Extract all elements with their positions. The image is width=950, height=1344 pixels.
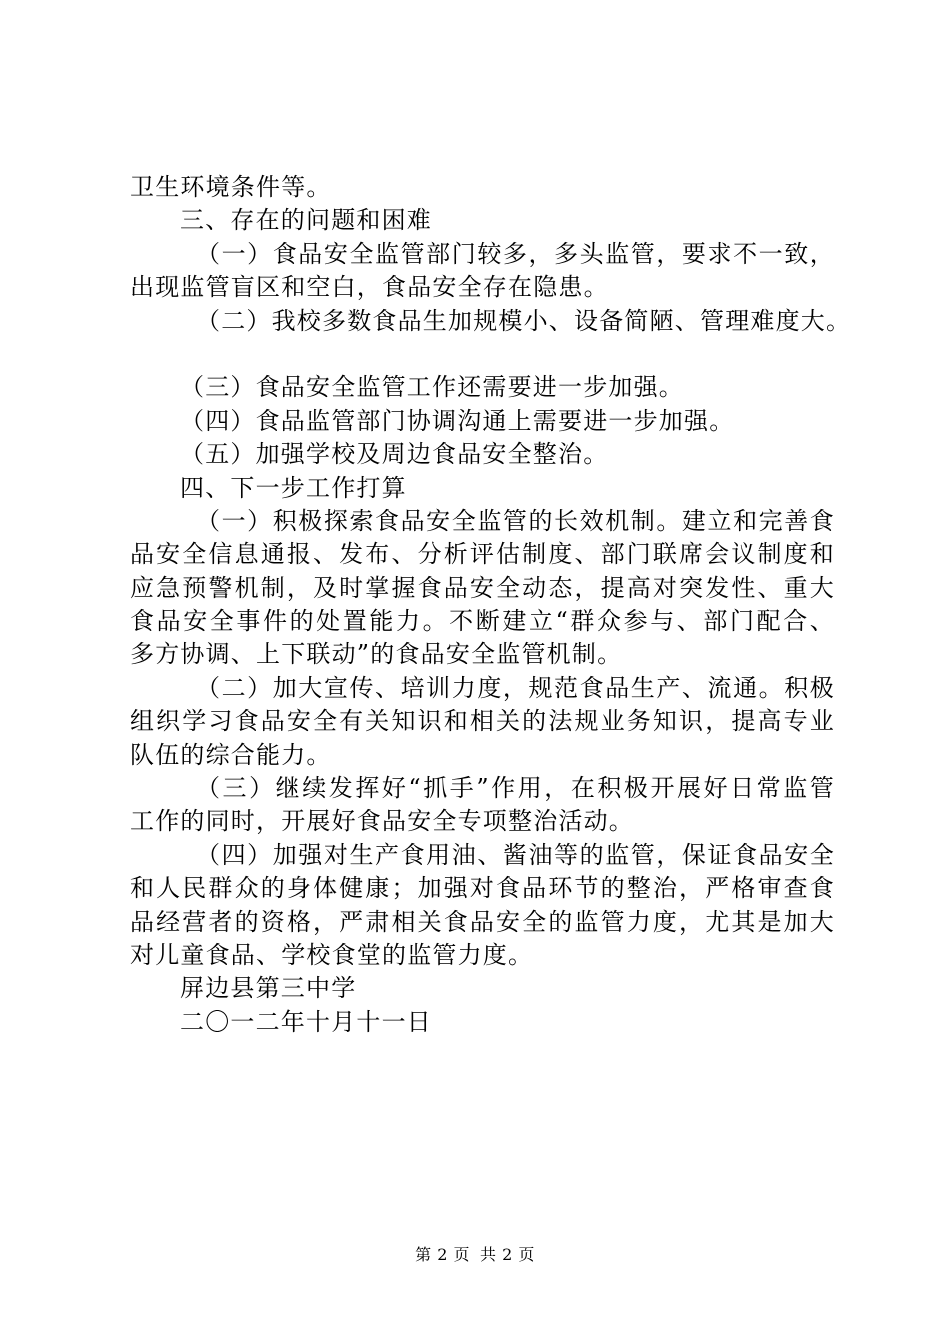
text-line: 队伍的综合能力。 [130, 740, 332, 769]
text-line: （四）食品监管部门协调沟通上需要进一步加强。 [180, 406, 735, 435]
text-line: 工作的同时，开展好食品安全专项整治活动。 [130, 807, 634, 836]
text-line: 食品安全事件的处置能力。不断建立“群众参与、部门配合、 [130, 607, 835, 636]
text-line: （二）我校多数食品生加规模小、设备简陋、管理难度大。 [196, 306, 852, 335]
text-line: 品安全信息通报、发布、分析评估制度、部门联席会议制度和 [130, 540, 835, 569]
text-line: 品经营者的资格，严肃相关食品安全的监管力度，尤其是加大 [130, 907, 835, 936]
text-line: 应急预警机制，及时掌握食品安全动态，提高对突发性、重大 [130, 573, 835, 602]
text-line: （三）食品安全监管工作还需要进一步加强。 [180, 373, 684, 402]
text-line: （一）积极探索食品安全监管的长效机制。建立和完善食 [196, 506, 835, 535]
text-line: 卫生环境条件等。 [130, 173, 332, 201]
page-footer [0, 1242, 950, 1265]
text-line: （五）加强学校及周边食品安全整治。 [180, 440, 609, 469]
page-number: 第 2 页 [415, 1245, 470, 1264]
text-line: （一）食品安全监管部门较多，多头监管，要求不一致， [196, 239, 835, 268]
text-line: （四）加强对生产食用油、酱油等的监管，保证食品安全 [196, 840, 835, 869]
signature-org: 屏边县第三中学 [180, 974, 357, 1003]
text-line: （二）加大宣传、培训力度，规范食品生产、流通。积极 [196, 673, 835, 702]
blank-line [130, 338, 835, 371]
section-heading: 四、下一步工作打算 [180, 473, 407, 502]
document-body [130, 171, 852, 1039]
text-line: 和人民群众的身体健康；加强对食品环节的整治，严格审查食 [130, 874, 835, 903]
signature-date: 二〇一二年十月十一日 [180, 1007, 432, 1036]
text-line: 组织学习食品安全有关知识和相关的法规业务知识，提高专业 [130, 707, 835, 736]
text-line: 对儿童食品、学校食堂的监管力度。 [130, 940, 534, 969]
section-heading: 三、存在的问题和困难 [180, 206, 432, 235]
text-line: 多方协调、上下联动”的食品安全监管机制。 [130, 640, 623, 669]
page-total: 共 2 页 [480, 1245, 535, 1264]
text-line: 出现监管盲区和空白，食品安全存在隐患。 [130, 273, 609, 302]
text-line: （三）继续发挥好“抓手”作用，在积极开展好日常监管 [196, 774, 835, 803]
